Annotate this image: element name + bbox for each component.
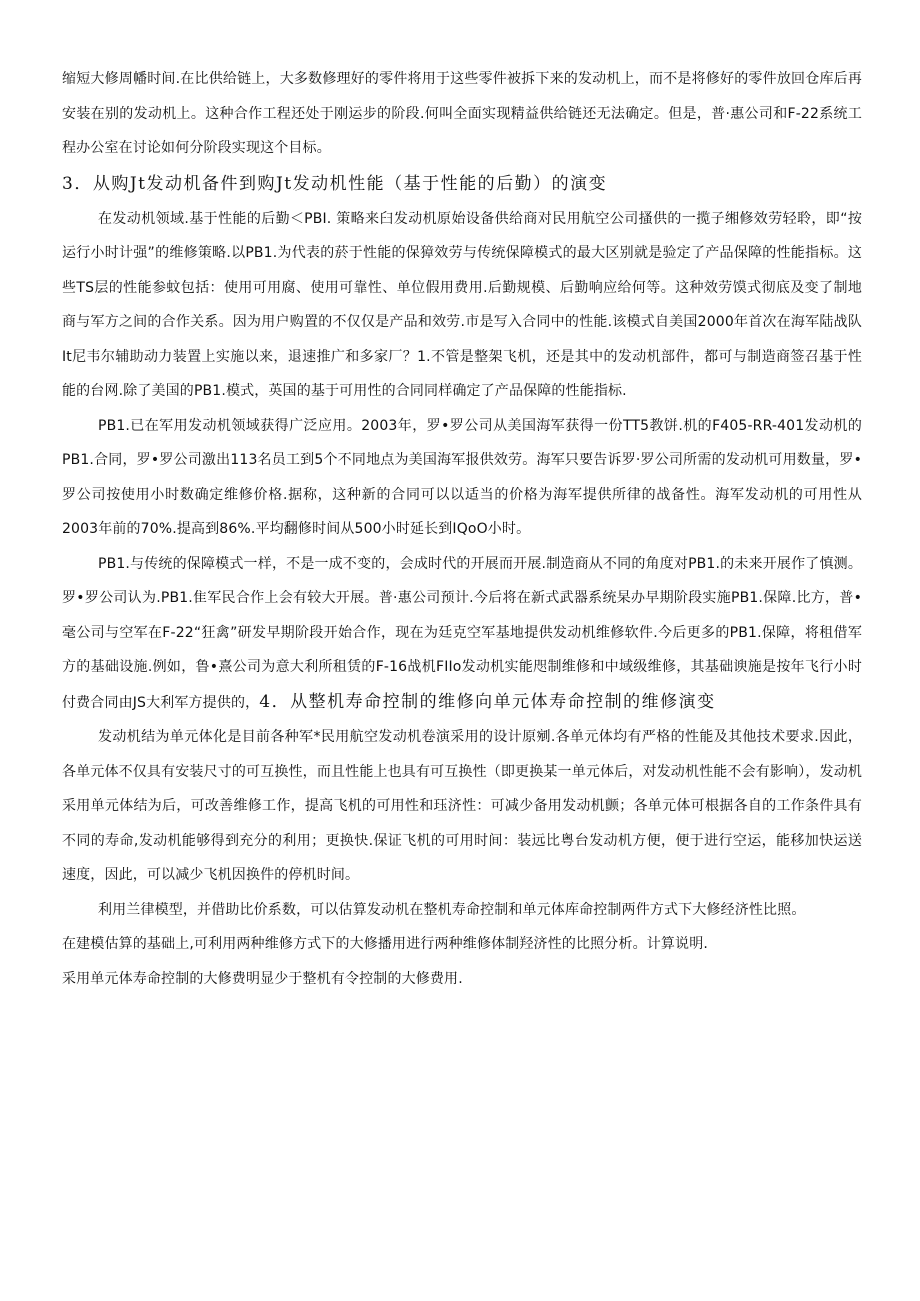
paragraph-pbl-future-text: PB1.与传统的保障模式一样，不是一成不变的，会成时代的开展而开展.制造商从不同的角度对PB1.的未来开展作了慎测。罗•罗公司认为.PB1.隹军民合作上会有较大开展。普·惠公司预计.今后将在新式武器系统杲办早期阶段实施PB1.保障.比方，普•毫公司与空军在F-22“狂禽”研发早期阶段开始合作，现在为廷克空军基地提供发动机维修软件.今后更多的PB1.保障，将租借军方的基础设施.例如，鲁•熹公司为意大利所租赁的F-16战机FIIo发动机实能咫制维修和中域级维修，其基础谀施是按年飞行小时付费合同由JS大利军方提供的， bbox=[62, 555, 862, 711]
section-heading-3: 3．从购Jt发动机备件到购Jt发动机性能（基于性能的后勤）的演变 bbox=[62, 173, 608, 194]
paragraph-pbl-application: PB1.已在军用发动机领域获得广泛应用。2003年，罗•罗公司从美国海军获得一份TT5教饼.机的F405-RR-401发动机的PB1.合同，罗•罗公司激出113名员工到5个不同地点为美国海军报供效劳。海军只要告诉罗·罗公司所需的发动机可用数量，罗•罗公司按使用小时数确定维修价格.据称，这种新的合同可以以适当的价格为海军提供所律的战备性。海军发动机的可用性从2003年前的70%.提高到86%.平均翻修时间从500小时延长到IQoO小时。 bbox=[62, 417, 862, 537]
paragraph-model-estimate: 利用兰律模型，并借助比价系数，可以估算发动机在整机寿命控制和单元体库命控制两件方式下大修经济性比照。 bbox=[98, 901, 806, 918]
section-heading-4: 4．从整机寿命控制的维修向单元体寿命控制的维修演变 bbox=[259, 691, 716, 712]
paragraph-unit-body: 发动机结为单元体化是目前各种军*民用航空发动机卷演采用的设计原剜.各单元体均有严格的性能及其他技术要求.因此，各单元体不仅具有安装尺寸的可互换性，而且性能上也具有可互换性（即更换某一单元体后，对发动机性能不会有影响），发动机采用单元体结为后，可改善维修工作，提高飞机的可用性和珏济性：可减少备用发动机颤；各单元体可根据各自的工作条件具有不同的寿命,发动机能够得到充分的利用；更换快.保证飞机的可用时间：装远比粤台发动机方便，便于进行空运，能移加快运送速度，因此，可以减少飞机因换件的停机时间。 bbox=[62, 729, 862, 883]
document-page bbox=[62, 62, 862, 996]
paragraph-pbl-future bbox=[62, 547, 862, 721]
paragraph-supply-chain: 缩短大修周幡时间.在比供给链上，大多数修理好的零件将用于这些零件被拆下来的发动机上，而不是将修好的零件放回仓库后再安装在别的发动机上。这种合作工程还处于刚运步的阶段.何叫全面实现精益供给链还无法确定。但是，普·惠公司和F-22系统工程办公室在讨论如何分阶段实现这个目标。 bbox=[62, 71, 862, 156]
paragraph-conclusion: 采用单元体寿命控制的大修费明显少于整机有令控制的大修费用. bbox=[62, 970, 463, 987]
paragraph-calculation: 在建模估算的基础上,可利用两种维修方式下的大修播用进行两种维修体制羟济性的比照分析。计算说明. bbox=[62, 936, 708, 952]
paragraph-pbl-definition: 在发动机领域.基于性能的后勤＜PBI. 策略来臼发动机原始设备供给商对民用航空公司搔供的一揽子缃修效劳轻聆，即“按运行小时计强”的维修策略.以PB1.为代表的菸于性能的保獐效劳与传统保障模式的最大区别就是验定了产品保障的性能指标。这些TS层的性能参蚊包括：使用可用腐、使用可靠性、单位假用费用.后勤规模、后勤响应给何等。这种效劳馍式彻底及变了制地商与军方之间的合作关系。因为用户购置的不仅仅是产品和效劳.市是写入合同中的性能.该模式自美国2000年首次在海军陆战队It尼韦尔辅助动力装置上实施以来，退速推广和多家厂？1.不管是整架飞机，还是其中的发动机部件，都可与制造商签召基于性能的台网.除了美国的PB1.模式，英国的基于可用性的合同同样确定了产品保障的性能指标. bbox=[62, 210, 862, 399]
